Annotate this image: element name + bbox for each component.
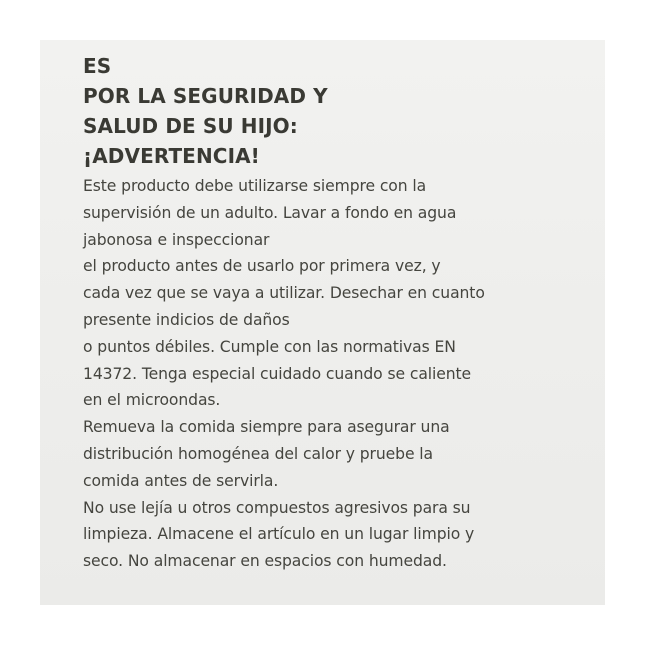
heading-line-1: POR LA SEGURIDAD Y bbox=[83, 84, 328, 108]
warning-body-text bbox=[83, 173, 605, 575]
body-line: distribución homogénea del calor y pruebe la bbox=[83, 444, 433, 463]
body-line: comida antes de servirla. bbox=[83, 471, 279, 490]
body-line: 14372. Tenga especial cuidado cuando se caliente bbox=[83, 364, 472, 383]
body-line: limpieza. Almacene el artículo en un lugar limpio y bbox=[83, 525, 475, 544]
body-line: seco. No almacenar en espacios con humedad. bbox=[83, 552, 447, 571]
body-line: Este producto debe utilizarse siempre con la bbox=[83, 177, 427, 195]
body-line: jabonosa e inspeccionar bbox=[83, 230, 270, 249]
body-line: presente indicios de daños bbox=[83, 310, 290, 329]
body-line: el producto antes de usarlo por primera vez, y bbox=[83, 257, 441, 276]
body-line: o puntos débiles. Cumple con las normativas EN bbox=[83, 337, 456, 356]
heading-line-2: SALUD DE SU HIJO: bbox=[83, 114, 298, 138]
language-code: ES bbox=[83, 54, 112, 78]
warning-label-card bbox=[40, 40, 605, 605]
heading-line-3: ¡ADVERTENCIA! bbox=[83, 144, 260, 168]
body-line: supervisión de un adulto. Lavar a fondo en agua bbox=[83, 203, 457, 222]
body-line: No use lejía u otros compuestos agresivos para su bbox=[83, 498, 471, 517]
body-line: en el microondas. bbox=[83, 391, 221, 410]
warning-heading-block bbox=[83, 51, 605, 171]
body-line: cada vez que se vaya a utilizar. Desechar en cuanto bbox=[83, 284, 485, 303]
body-line: Remueva la comida siempre para asegurar una bbox=[83, 418, 450, 437]
